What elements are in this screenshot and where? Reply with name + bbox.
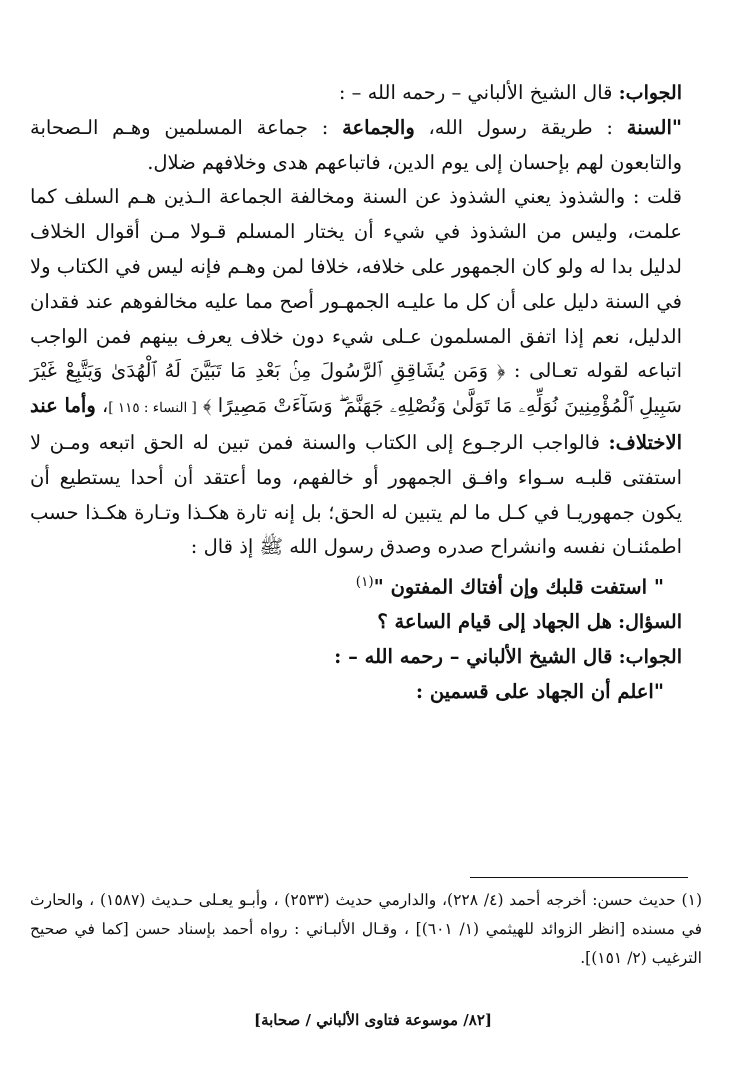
question-label: السؤال: bbox=[618, 611, 682, 634]
jihad-intro-paragraph bbox=[30, 675, 710, 710]
jihad-intro-text: "اعلم أن الجهاد على قسمين : bbox=[415, 680, 664, 704]
answer-paragraph-2 bbox=[30, 640, 710, 675]
jamaah-definition: : جماعة المسلمين وهـم الـصحابة والتابعون لهم بإحسان إلى يوم الدين، فاتباعهم هدى وخلافهم ضلال. bbox=[30, 115, 682, 174]
question-paragraph bbox=[30, 605, 710, 640]
commentary-text: قلت : والشذوذ يعني الشذوذ عن السنة ومخالفة الجماعة الـذين هـم السلف كما علمت، وليس من الشذوذ في شيء أن يختار المسلم قـولا مـن أقوال الخلاف لدليل بدا له ولو كان الجمهور على خلافه، خلافا لمن وهـم فإنه ليس في الكتاب ولا في السنة دليل على أن كل ما عليـه الجمهـور أصح مما عليه مخالفوهم عند فقدان الدليل، نعم إذا اتفق المسلمون عـلى شيء دون خلاف يعرف بينهم فمن الواجب اتباعه لقوله تعـالى : bbox=[30, 185, 683, 383]
footnote-marker: (١) bbox=[355, 574, 374, 591]
sunnah-definition-paragraph bbox=[30, 111, 710, 181]
hadith-text: " استفت قلبك وإن أفتاك المفتون " bbox=[373, 575, 664, 599]
hadith-quote bbox=[30, 565, 710, 605]
answer-paragraph-1 bbox=[30, 76, 710, 111]
page-footer: [٨٢/ موسوعة فتاوى الألباني / صحابة] bbox=[253, 1011, 493, 1029]
quran-verse: ﴿ وَمَن يُشَاقِقِ ٱلرَّسُولَ مِنۢ بَعْدِ مَا تَبَيَّنَ لَهُ ٱلْهُدَىٰ وَيَتَّبِعْ غَيْرَ سَبِيلِ ٱلْمُؤْمِنِينَ نُوَلِّهِۦ مَا تَوَلَّىٰ وَنُصْلِهِۦ جَهَنَّمَ ۖ وَسَآءَتْ مَصِيرًا ﴾ bbox=[30, 359, 683, 418]
sunnah-definition: : طريقة رسول الله، bbox=[428, 115, 613, 139]
disagreement-text: فالواجب الرجـوع إلى الكتاب والسنة فمن تبين له الحق اتبعه ومـن لا استفتى قلبـه سـواء وافـق الجمهور أو خالفهم، وما أعتقد أن أحدا يستطيع أن يكون جمهوريـا في كـل ما لم يتبين له الحق؛ بل إنه تارة هكـذا وتـارة هكـذا حسب اطمئنـان نفسه وانشراح صدره وصدق رسول الله ﷺ إذ قال : bbox=[30, 430, 682, 559]
footnote-1: (١) حديث حسن: أخرجه أحمد (٤/ ٢٢٨)، والدارمي حديث (٢٥٣٣) ، وأبـو يعـلى حـديث (١٥٨٧) ، والحارث في مسنده [انظر الزوائد للهيثمي (١/ ٦٠١)] ، وقـال الألبـاني : رواه أحمد بإسناد حسن [كما في صحيح الترغيب (٢/ ١٥١)]. bbox=[30, 891, 702, 967]
answer-label-2: الجواب: bbox=[618, 646, 682, 669]
answer-text-2: قال الشيخ الألباني – رحمه الله – : bbox=[334, 645, 613, 669]
jamaah-term: والجماعة bbox=[342, 115, 415, 139]
verse-separator: ، bbox=[101, 394, 109, 418]
verse-reference: [ النساء : ١١٥ ] bbox=[108, 400, 197, 417]
footnote-divider bbox=[470, 877, 688, 878]
disagreement-label: وأما عند الاختلاف: bbox=[30, 394, 682, 454]
commentary-paragraph bbox=[30, 180, 710, 565]
footnotes bbox=[30, 886, 710, 973]
answer-label: الجواب: bbox=[618, 82, 682, 104]
question-text: هل الجهاد إلى قيام الساعة ؟ bbox=[377, 610, 612, 634]
main-text bbox=[30, 76, 710, 710]
sunnah-term: "السنة bbox=[626, 115, 683, 139]
answer-text: قال الشيخ الألباني – رحمه الله – : bbox=[338, 81, 613, 104]
